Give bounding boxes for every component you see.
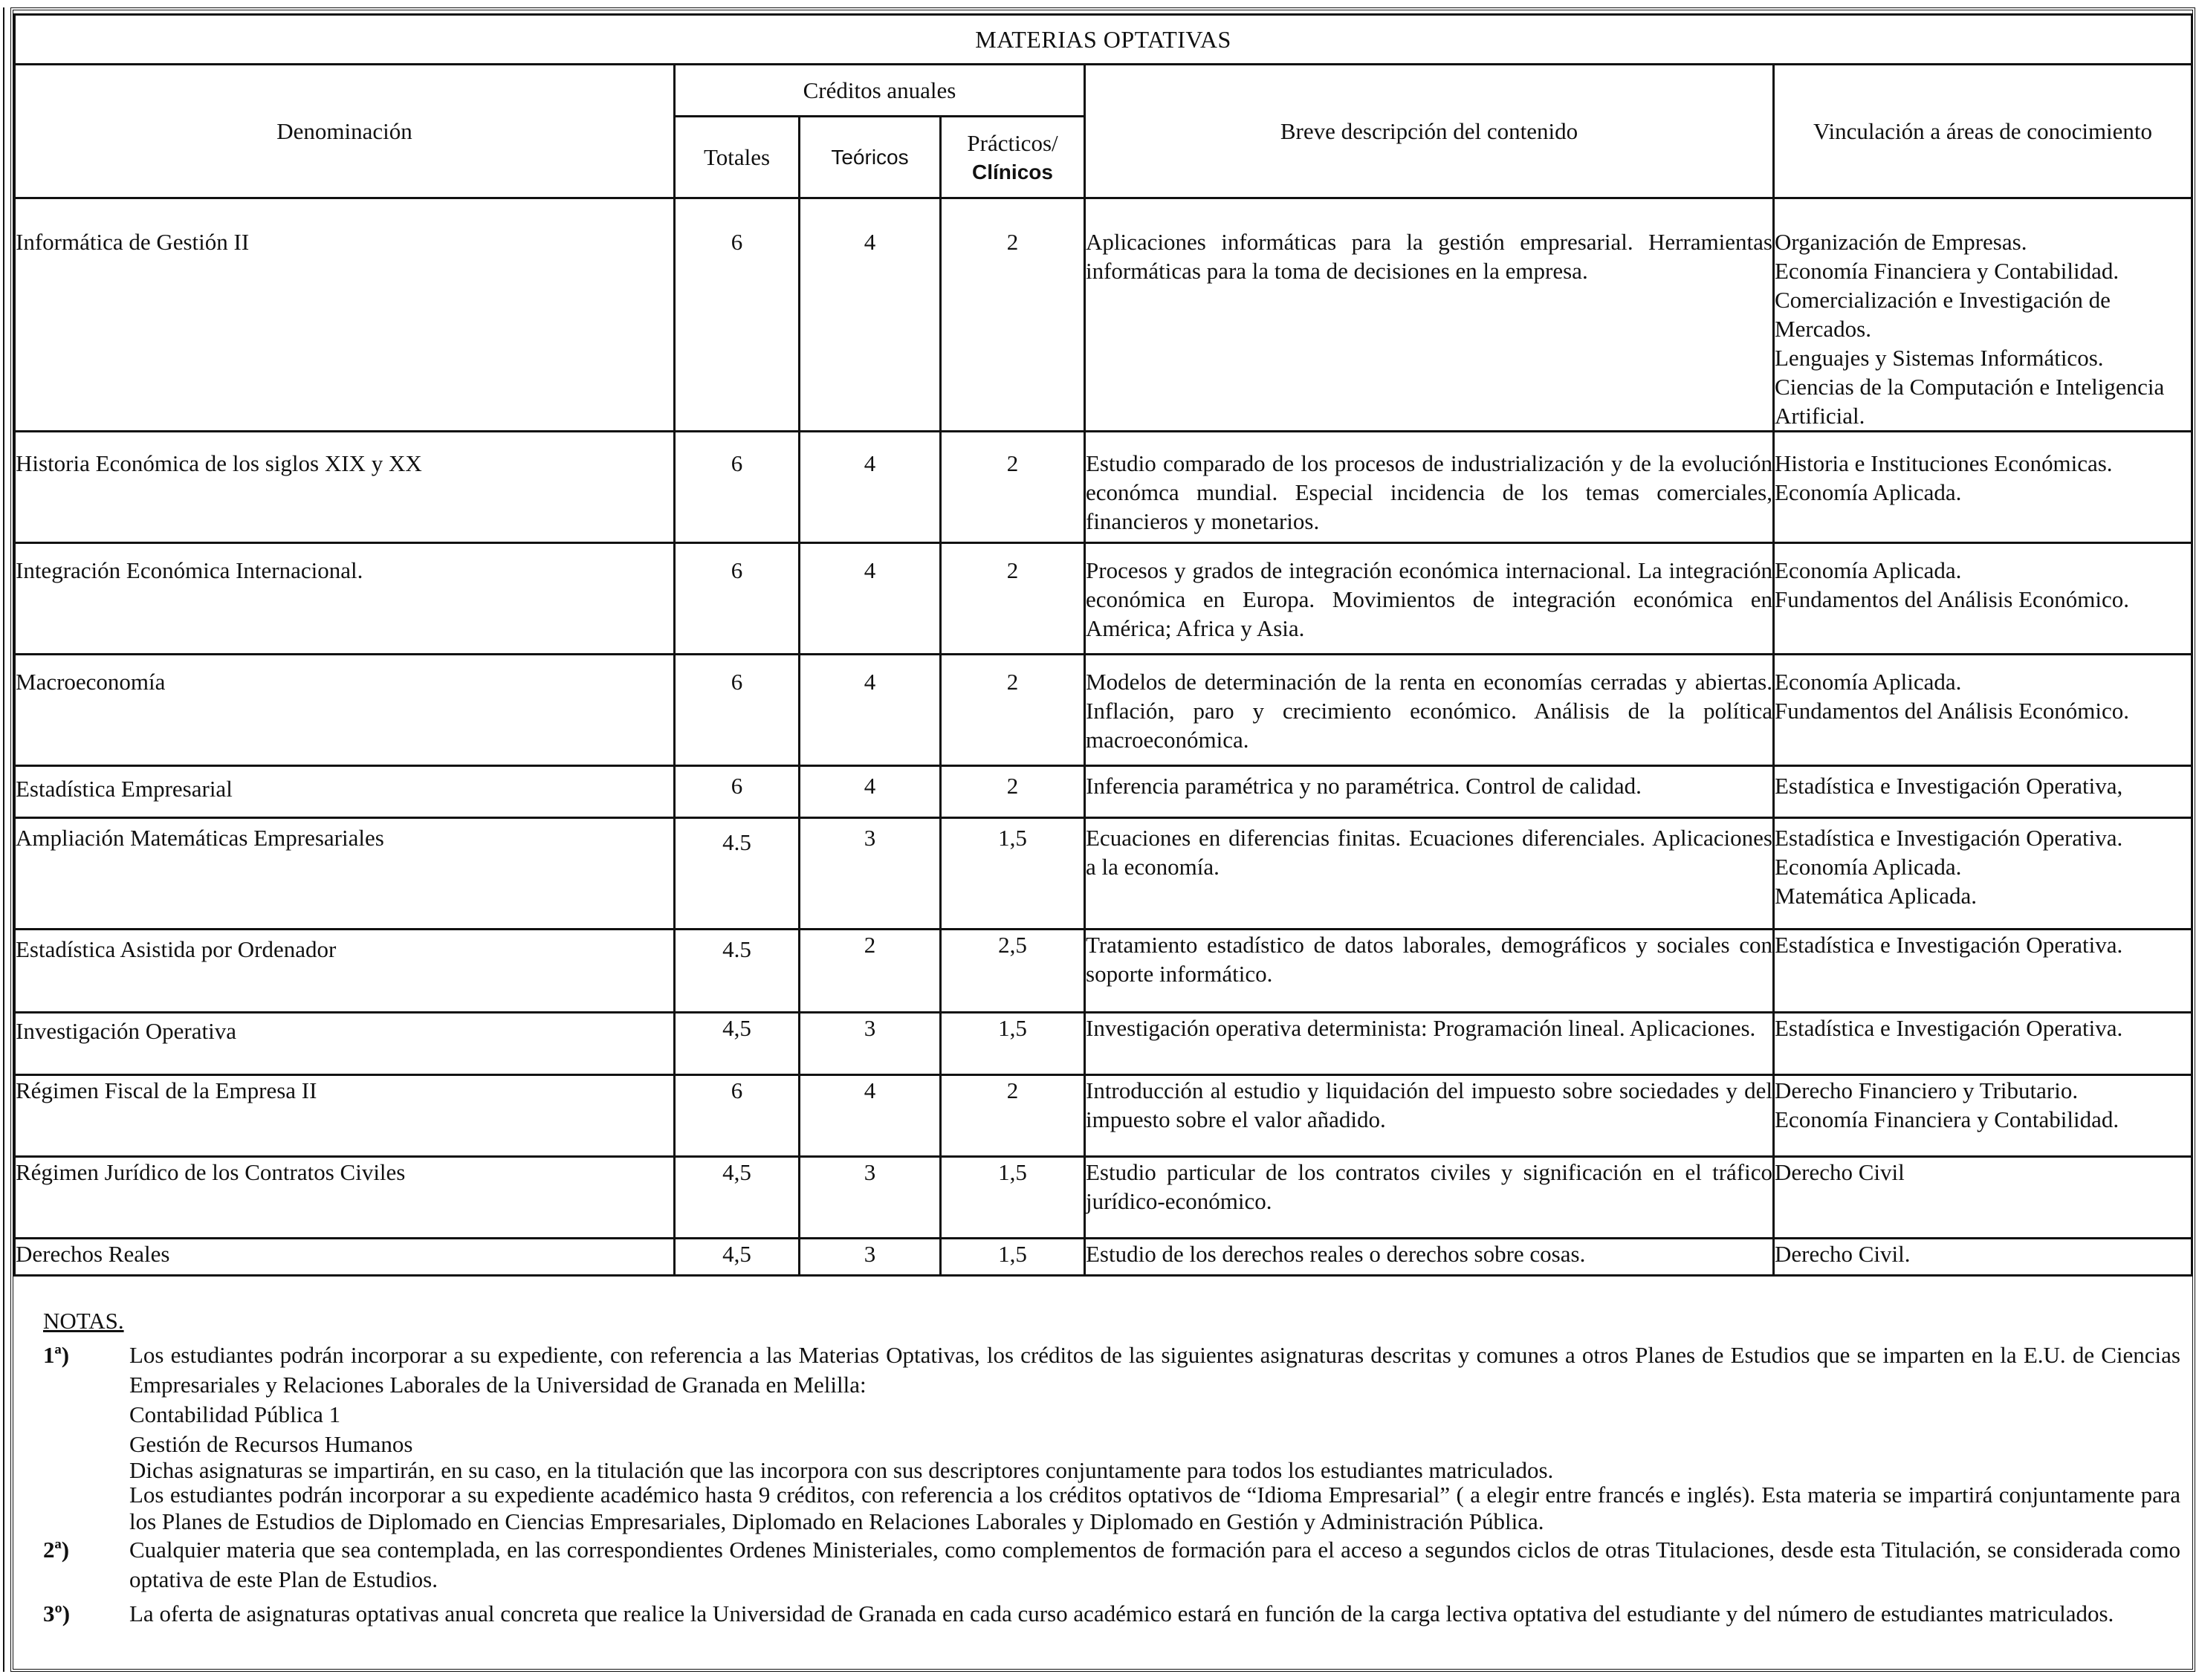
credits-teoricos: 4 xyxy=(800,766,941,818)
table-row xyxy=(15,543,2192,655)
area-item: Historia e Instituciones Económicas. xyxy=(1775,450,2113,476)
credits-totales: 4,5 xyxy=(675,1013,800,1075)
notes-title: NOTAS. xyxy=(43,1308,124,1334)
subject-name: Derechos Reales xyxy=(15,1239,675,1276)
area-item: Fundamentos del Análisis Económico. xyxy=(1775,586,2130,612)
subject-description: Tratamiento estadístico de datos laborales, demográficos y sociales con soporte informático. xyxy=(1085,930,1774,1013)
note-1 xyxy=(18,1340,2188,1535)
area-item: Derecho Civil. xyxy=(1775,1241,1911,1267)
note-1-subject-2: Gestión de Recursos Humanos xyxy=(129,1431,413,1457)
credits-teoricos: 3 xyxy=(800,1157,941,1239)
knowledge-areas xyxy=(1774,818,2192,930)
credits-teoricos: 4 xyxy=(800,1075,941,1157)
subject-description: Modelos de determinación de la renta en economías cerradas y abiertas. Inflación, paro y crecimiento económico. Análisis de la política macroeconómica. xyxy=(1085,655,1774,766)
header-denominacion: Denominación xyxy=(15,65,675,198)
credits-totales: 6 xyxy=(675,432,800,543)
table-title: MATERIAS OPTATIVAS xyxy=(15,15,2192,65)
note-number: 2ª) xyxy=(43,1537,70,1563)
area-item: Estadística e Investigación Operativa, xyxy=(1775,773,2123,799)
area-item: Estadística e Investigación Operativa. xyxy=(1775,932,2123,958)
header-descripcion: Breve descripción del contenido xyxy=(1085,65,1774,198)
knowledge-areas xyxy=(1774,1075,2192,1157)
note-text: La oferta de asignaturas optativas anual concreta que realice la Universidad de Granada en cada curso académico estará en función de la carga lectiva optativa del estudiante y del número de estudiantes matriculados. xyxy=(129,1600,2114,1627)
area-item: Derecho Financiero y Tributario. xyxy=(1775,1077,2079,1103)
subject-description: Inferencia paramétrica y no paramétrica. Control de calidad. xyxy=(1085,766,1774,818)
area-item: Economía Aplicada. xyxy=(1775,669,1962,695)
area-item: Economía Financiera y Contabilidad. xyxy=(1775,258,2119,284)
credits-practicos: 2 xyxy=(941,1075,1085,1157)
area-item: Fundamentos del Análisis Económico. xyxy=(1775,698,2130,724)
left-margin-line xyxy=(3,7,7,1672)
note-1-intro: Los estudiantes podrán incorporar a su expediente, con referencia a las Materias Optativas, los créditos de las siguientes asignaturas descritas y comunes a otros Planes de Estudios que se imparten en la E.U. de Ciencias Empresariales y Relaciones Laborales de la Universidad de Granada en Melilla: xyxy=(129,1342,2180,1398)
area-item: Lenguajes y Sistemas Informáticos. xyxy=(1775,345,2104,371)
subject-description: Aplicaciones informáticas para la gestión empresarial. Herramientas informáticas para la toma de decisiones en la empresa. xyxy=(1085,198,1774,432)
subject-name: Informática de Gestión II xyxy=(15,198,675,432)
credits-practicos: 1,5 xyxy=(941,1239,1085,1276)
subject-name: Historia Económica de los siglos XIX y XX xyxy=(15,432,675,543)
table-row xyxy=(15,655,2192,766)
credits-practicos: 2 xyxy=(941,198,1085,432)
credits-teoricos: 3 xyxy=(800,818,941,930)
credits-teoricos: 3 xyxy=(800,1239,941,1276)
header-clinicos-label: Clínicos xyxy=(972,160,1053,184)
area-item: Economía Financiera y Contabilidad. xyxy=(1775,1106,2119,1132)
credits-practicos: 2 xyxy=(941,432,1085,543)
area-item: Organización de Empresas. xyxy=(1775,229,2027,255)
knowledge-areas xyxy=(1774,1013,2192,1075)
credits-totales: 6 xyxy=(675,198,800,432)
note-3 xyxy=(18,1599,2188,1629)
credits-practicos: 2 xyxy=(941,655,1085,766)
knowledge-areas xyxy=(1774,655,2192,766)
credits-totales: 4,5 xyxy=(675,1157,800,1239)
header-practicos-label: Prácticos/ xyxy=(967,129,1058,156)
table-row xyxy=(15,1239,2192,1276)
subject-name: Régimen Fiscal de la Empresa II xyxy=(15,1075,675,1157)
header-practicos xyxy=(941,117,1085,198)
credits-totales: 4.5 xyxy=(675,818,800,930)
note-number: 3º) xyxy=(43,1600,71,1627)
table-row xyxy=(15,198,2192,432)
note-text: Cualquier materia que sea contemplada, en las correspondientes Ordenes Ministeriales, como complementos de formación para el acceso a segundos ciclos de otras Titulaciones, desde esta Titulación, se considerada como optativa de este Plan de Estudios. xyxy=(129,1537,2180,1592)
credits-practicos: 1,5 xyxy=(941,1157,1085,1239)
table-row xyxy=(15,930,2192,1013)
knowledge-areas xyxy=(1774,543,2192,655)
table-row xyxy=(15,432,2192,543)
area-item: Estadística e Investigación Operativa. xyxy=(1775,825,2123,851)
subject-name: Estadística Empresarial xyxy=(15,766,675,818)
note-number: 1ª) xyxy=(43,1342,70,1368)
header-vinculacion: Vinculación a áreas de conocimiento xyxy=(1774,65,2192,198)
credits-teoricos: 4 xyxy=(800,655,941,766)
note-1-idioma: Los estudiantes podrán incorporar a su expediente académico hasta 9 créditos, con referencia a los créditos optativos de “Idioma Empresarial” ( a elegir entre francés e inglés). Esta materia se impartirá conjuntamente para los Planes de Estudios de Diplomado en Ciencias Empresariales, Diplomado en Relaciones Laborales y Diplomado en Gestión y Administración Pública. xyxy=(129,1482,2180,1534)
subject-name: Estadística Asistida por Ordenador xyxy=(15,930,675,1013)
credits-practicos: 1,5 xyxy=(941,818,1085,930)
table-row xyxy=(15,766,2192,818)
header-creditos-anuales: Créditos anuales xyxy=(675,65,1085,117)
credits-totales: 6 xyxy=(675,543,800,655)
knowledge-areas xyxy=(1774,198,2192,432)
notes-section xyxy=(18,1306,2188,1629)
credits-totales: 4.5 xyxy=(675,930,800,1013)
knowledge-areas xyxy=(1774,1239,2192,1276)
table-row xyxy=(15,818,2192,930)
subject-name: Integración Económica Internacional. xyxy=(15,543,675,655)
credits-teoricos: 4 xyxy=(800,543,941,655)
table-row xyxy=(15,1013,2192,1075)
knowledge-areas xyxy=(1774,766,2192,818)
note-2 xyxy=(18,1535,2188,1595)
subject-name: Ampliación Matemáticas Empresariales xyxy=(15,818,675,930)
credits-totales: 6 xyxy=(675,655,800,766)
note-1-detail: Dichas asignaturas se impartirán, en su caso, en la titulación que las incorpora con sus descriptores conjuntamente para todos los estudiantes matriculados. xyxy=(129,1457,1554,1483)
knowledge-areas xyxy=(1774,930,2192,1013)
credits-teoricos: 3 xyxy=(800,1013,941,1075)
credits-teoricos: 2 xyxy=(800,930,941,1013)
area-item: Derecho Civil xyxy=(1775,1159,1905,1185)
header-totales: Totales xyxy=(675,117,800,198)
subject-description: Ecuaciones en diferencias finitas. Ecuaciones diferenciales. Aplicaciones a la economía. xyxy=(1085,818,1774,930)
knowledge-areas xyxy=(1774,432,2192,543)
subject-description: Introducción al estudio y liquidación del impuesto sobre sociedades y del impuesto sobre el valor añadido. xyxy=(1085,1075,1774,1157)
subject-name: Macroeconomía xyxy=(15,655,675,766)
credits-practicos: 2,5 xyxy=(941,930,1085,1013)
table-row xyxy=(15,1075,2192,1157)
subject-description: Investigación operativa determinista: Programación lineal. Aplicaciones. xyxy=(1085,1013,1774,1075)
area-item: Ciencias de la Computación e Inteligencia Artificial. xyxy=(1775,374,2165,429)
subject-description: Procesos y grados de integración económica internacional. La integración económica en Europa. Movimientos de integración económica en América; Africa y Asia. xyxy=(1085,543,1774,655)
area-item: Economía Aplicada. xyxy=(1775,479,1962,505)
subject-description: Estudio particular de los contratos civiles y significación en el tráfico jurídico-económico. xyxy=(1085,1157,1774,1239)
subject-name: Régimen Jurídico de los Contratos Civiles xyxy=(15,1157,675,1239)
note-text xyxy=(129,1340,2188,1535)
credits-teoricos: 4 xyxy=(800,198,941,432)
optativas-table xyxy=(13,13,2193,1277)
area-item: Economía Aplicada. xyxy=(1775,557,1962,583)
subject-description: Estudio de los derechos reales o derechos sobre cosas. xyxy=(1085,1239,1774,1276)
credits-practicos: 1,5 xyxy=(941,1013,1085,1075)
knowledge-areas xyxy=(1774,1157,2192,1239)
credits-totales: 6 xyxy=(675,1075,800,1157)
subject-name: Investigación Operativa xyxy=(15,1013,675,1075)
area-item: Estadística e Investigación Operativa. xyxy=(1775,1015,2123,1041)
area-item: Comercialización e Investigación de Mercados. xyxy=(1775,287,2111,342)
area-item: Economía Aplicada. xyxy=(1775,854,1962,880)
credits-totales: 6 xyxy=(675,766,800,818)
credits-practicos: 2 xyxy=(941,766,1085,818)
note-1-subject-1: Contabilidad Pública 1 xyxy=(129,1401,341,1427)
subject-description: Estudio comparado de los procesos de industrialización y de la evolución económca mundial. Especial incidencia de los temas comerciales, financieros y monetarios. xyxy=(1085,432,1774,543)
header-teoricos: Teóricos xyxy=(800,117,941,198)
table-row xyxy=(15,1157,2192,1239)
credits-practicos: 2 xyxy=(941,543,1085,655)
area-item: Matemática Aplicada. xyxy=(1775,883,1977,909)
credits-teoricos: 4 xyxy=(800,432,941,543)
credits-totales: 4,5 xyxy=(675,1239,800,1276)
